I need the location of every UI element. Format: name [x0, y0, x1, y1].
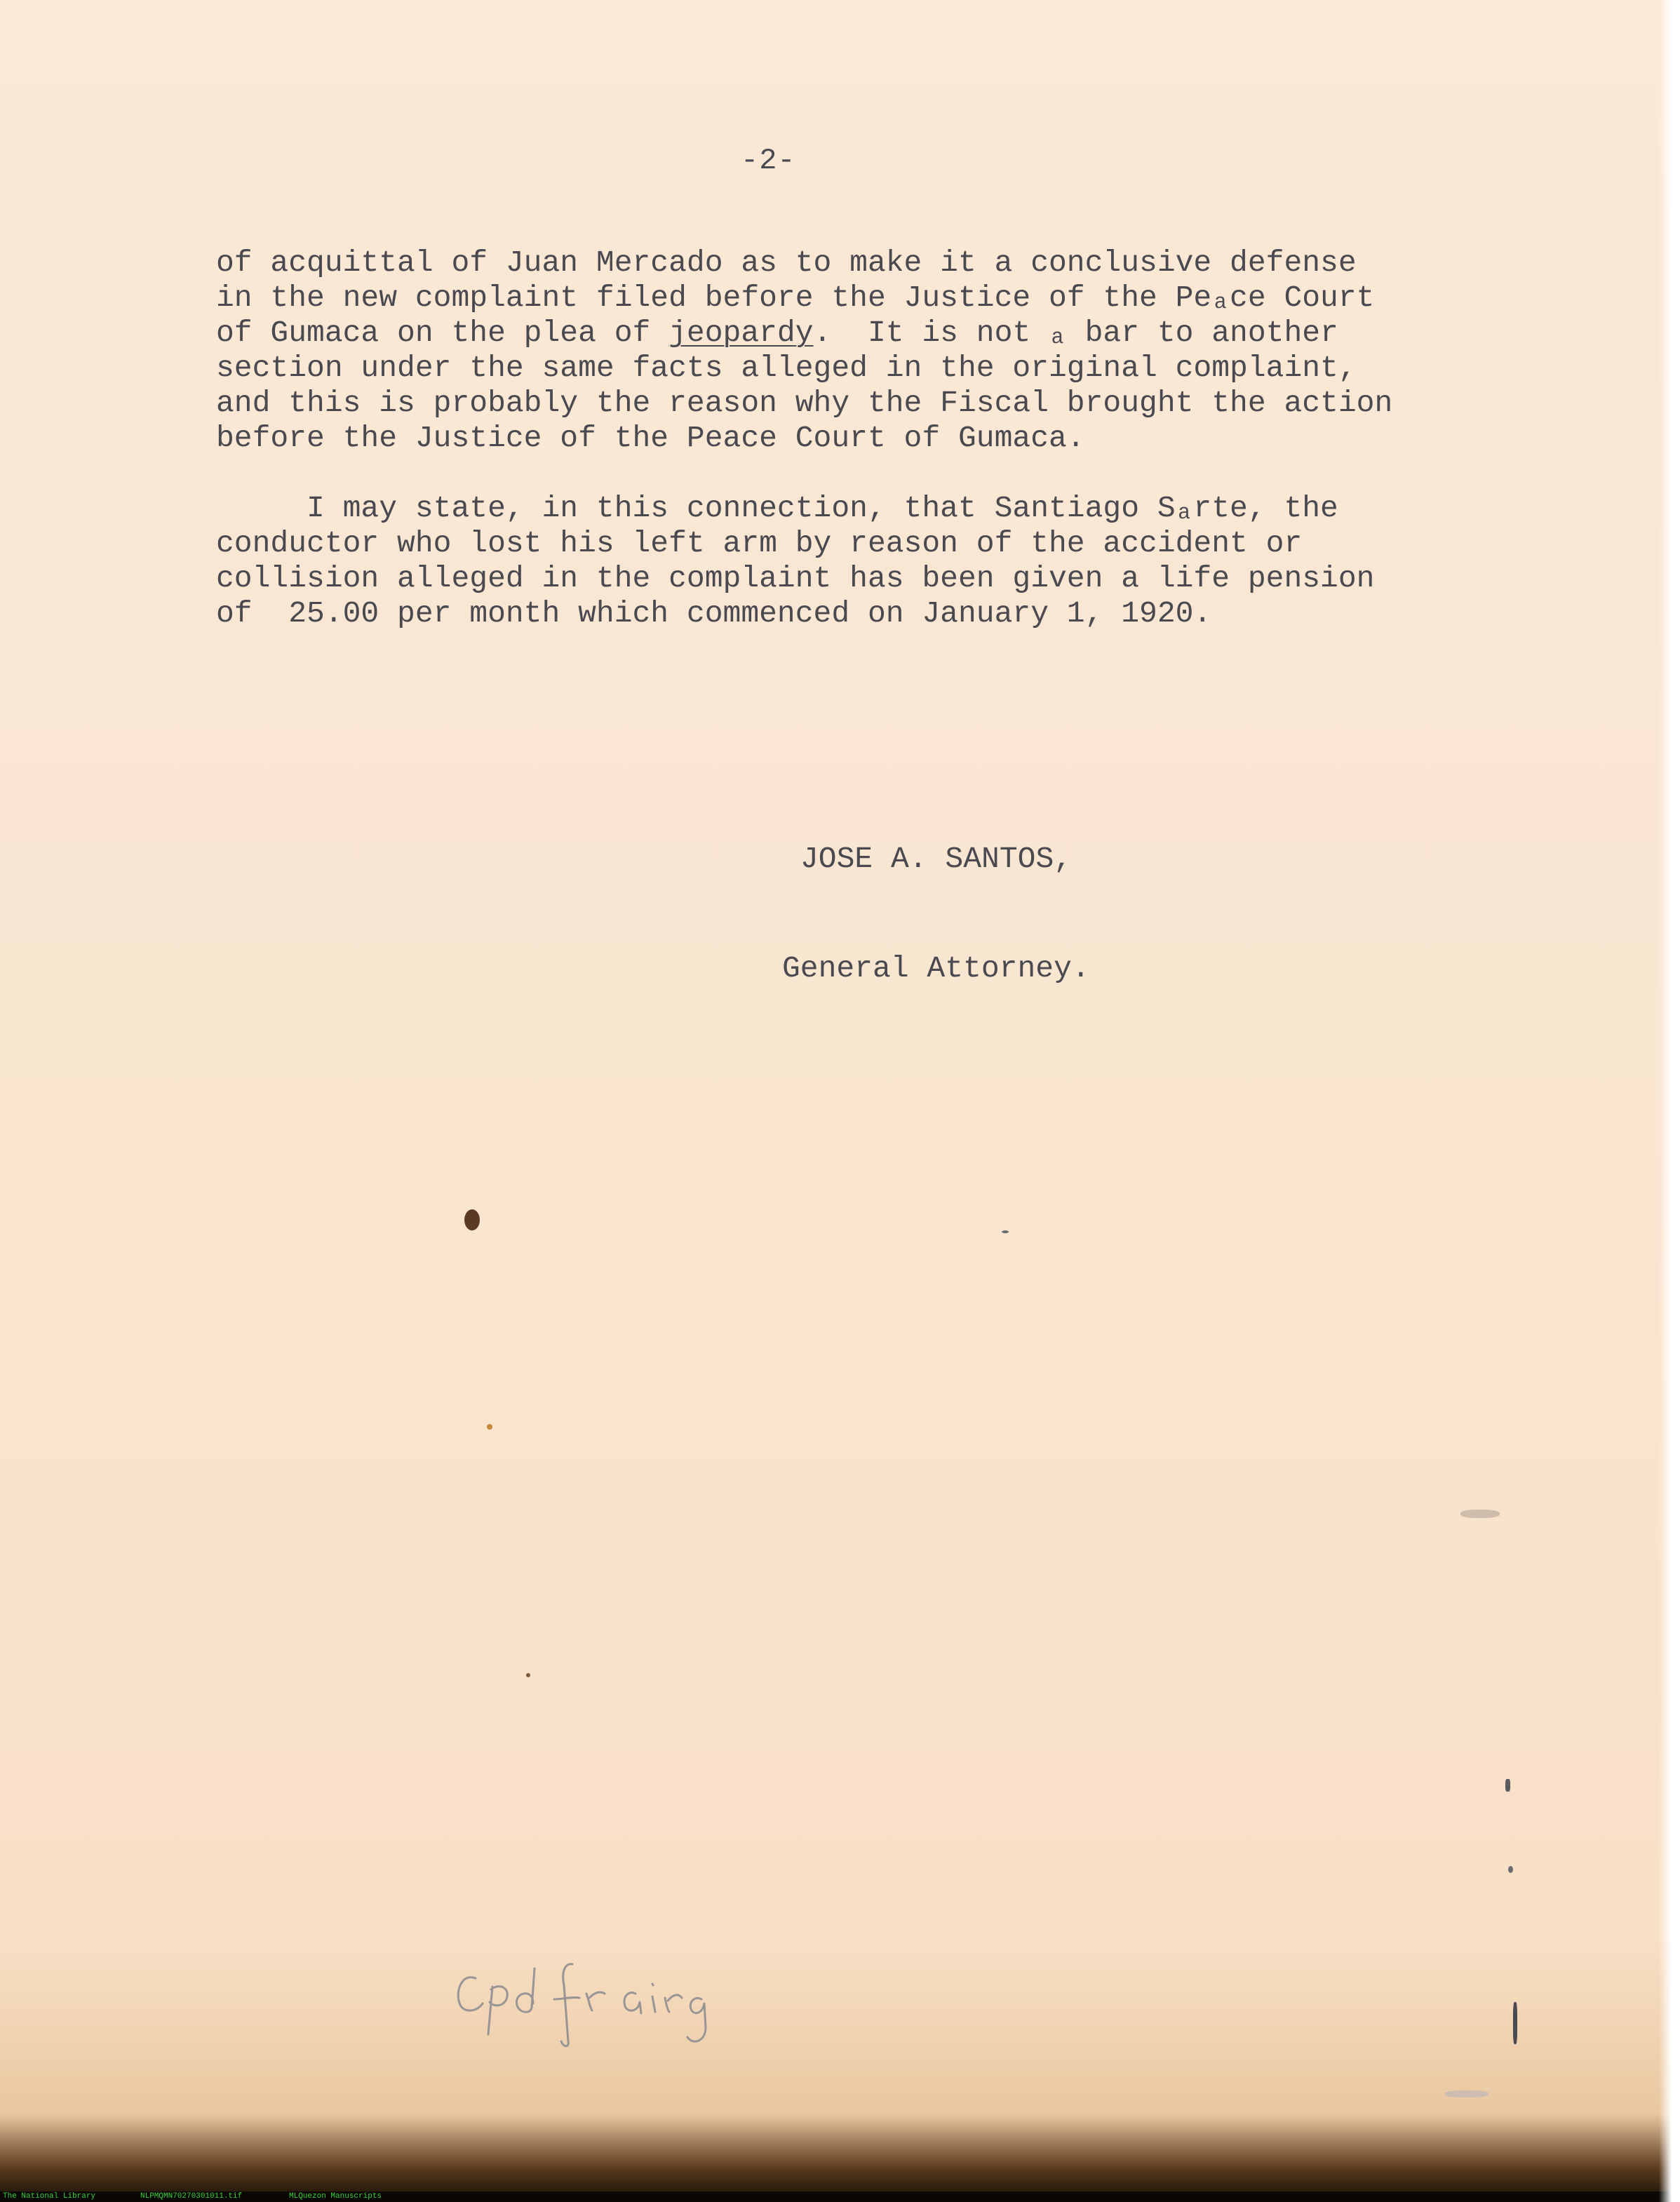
signatory-title: General Attorney.	[782, 951, 1090, 986]
footer-library: The National Library	[3, 2192, 96, 2201]
stain-mark	[1513, 2002, 1517, 2044]
scan-footer	[0, 2191, 1680, 2202]
paragraph-2-line-4: of 25.00 per month which commenced on January 1, 1920.	[216, 596, 1212, 631]
paragraph-1-line-2: in the new complaint filed before the Justice of the Peₐce Court	[216, 281, 1375, 315]
signatory-name: JOSE A. SANTOS,	[800, 842, 1073, 876]
paragraph-1-line-5: and this is probably the reason why the Fiscal brought the action	[216, 386, 1393, 420]
paragraph-1-line-6: before the Justice of the Peace Court of Gumaca.	[216, 421, 1085, 455]
stain-mark	[464, 1209, 480, 1230]
footer-file: NLPMQMN70270301011.tif	[140, 2192, 243, 2201]
footer-collection: MLQuezon Manuscripts	[289, 2192, 382, 2201]
stain-mark	[487, 1424, 492, 1430]
paragraph-1-line-3-head: of Gumaca on the plea of	[216, 316, 669, 350]
stain-mark	[1460, 1510, 1500, 1518]
paragraph-1-line-4: section under the same facts alleged in the original complaint,	[216, 351, 1357, 385]
handwritten-note	[449, 1943, 814, 2048]
page-number: -2-	[741, 144, 796, 177]
stain-mark	[1002, 1230, 1009, 1233]
paragraph-1-line-3	[216, 316, 1392, 351]
stain-mark	[1508, 1866, 1513, 1873]
paragraph-2-line-2: conductor who lost his left arm by reason of the accident or	[216, 526, 1303, 560]
paragraph-1-line-1: of acquittal of Juan Mercado as to make it a conclusive defense	[216, 246, 1357, 280]
stain-mark	[1445, 2090, 1489, 2097]
paragraph-2	[216, 491, 1374, 631]
paragraph-2-line-1: I may state, in this connection, that Santiago Sₐrte, the	[216, 491, 1338, 525]
signature-block	[782, 768, 1090, 1060]
stain-mark	[1505, 1779, 1510, 1792]
stain-mark	[526, 1673, 530, 1677]
paragraph-2-line-3: collision alleged in the complaint has been given a life pension	[216, 561, 1375, 596]
underlined-word-jeopardy: jeopardy	[668, 316, 814, 350]
paragraph-1	[216, 246, 1392, 456]
paragraph-1-line-3-tail: . It is not ₐ bar to another	[813, 316, 1338, 350]
